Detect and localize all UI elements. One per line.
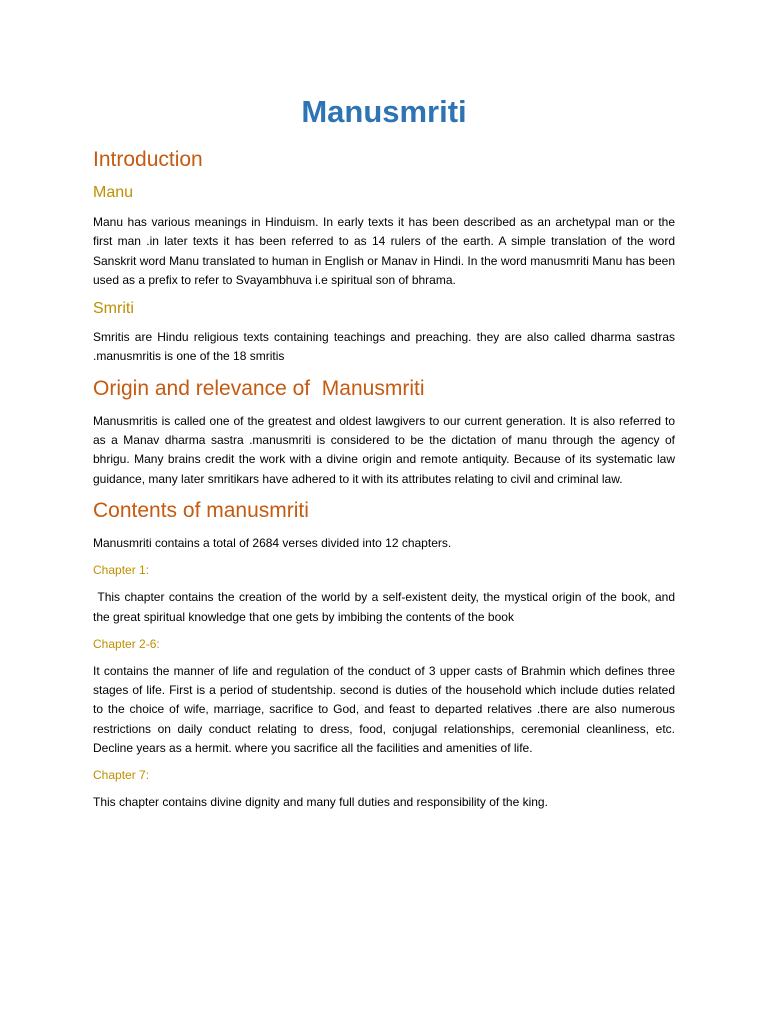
heading-chapter-2-6: Chapter 2-6: [93, 636, 160, 651]
paragraph-chapter-7: This chapter contains divine dignity and many full duties and responsibility of the king. [93, 795, 548, 810]
document-title: Manusmriti [301, 94, 467, 129]
heading-smriti: Smriti [93, 300, 134, 318]
paragraph-smriti: Smritis are Hindu religious texts containing teachings and preaching. they are also called dharma sastras .manusmritis is one of the 18 smritis [93, 330, 675, 364]
paragraph-manu: Manu has various meanings in Hinduism. In early texts it has been described as an archetypal man or the first man .in later texts it has been referred to as 14 rulers of the earth. A simple translation of the word Sanskrit word Manu translated to human in English or Manav in Hindi. In the word manusmriti Manu has been used as a prefix to refer to Svayambhuva i.e spiritual son of bhrama. [93, 215, 675, 287]
paragraph-contents: Manusmriti contains a total of 2684 verses divided into 12 chapters. [93, 535, 452, 550]
paragraph-chapter-2-6: It contains the manner of life and regulation of the conduct of 3 upper casts of Brahmin which defines three stages of life. First is a period of studentship. second is duties of the household which include duties related to the choice of wife, marriage, sacrifice to God, and feast to departed relatives .there are also numerous restrictions on daily conduct relating to dress, food, conjugal relationships, ceremonial cleanliness, etc. Decline years as a hermit. where you sacrifice all the facilities and amenities of life. [93, 663, 675, 756]
heading-chapter-7: Chapter 7: [93, 768, 150, 783]
heading-introduction: Introduction [93, 148, 203, 171]
heading-manu: Manu [93, 184, 134, 201]
paragraph-chapter-1: This chapter contains the creation of the world by a self-existent deity, the mystical origin of the book, and the great spiritual knowledge that one gets by imbibing the contents of the book [93, 590, 679, 624]
heading-chapter-1: Chapter 1: [93, 563, 150, 578]
paragraph-origin: Manusmritis is called one of the greatest and oldest lawgivers to our current generation. It is also referred to as a Manav dharma sastra .manusmriti is considered to be the dictation of manu through the agency of bhrigu. Many brains credit the work with a divine origin and remote antiquity. Because of its systematic law guidance, many later smritikars have adhered to it with its attributes relating to civil and criminal law. [93, 413, 675, 486]
heading-origin: Origin and relevance of Manusmriti [93, 376, 425, 400]
heading-contents: Contents of manusmriti [93, 498, 309, 522]
